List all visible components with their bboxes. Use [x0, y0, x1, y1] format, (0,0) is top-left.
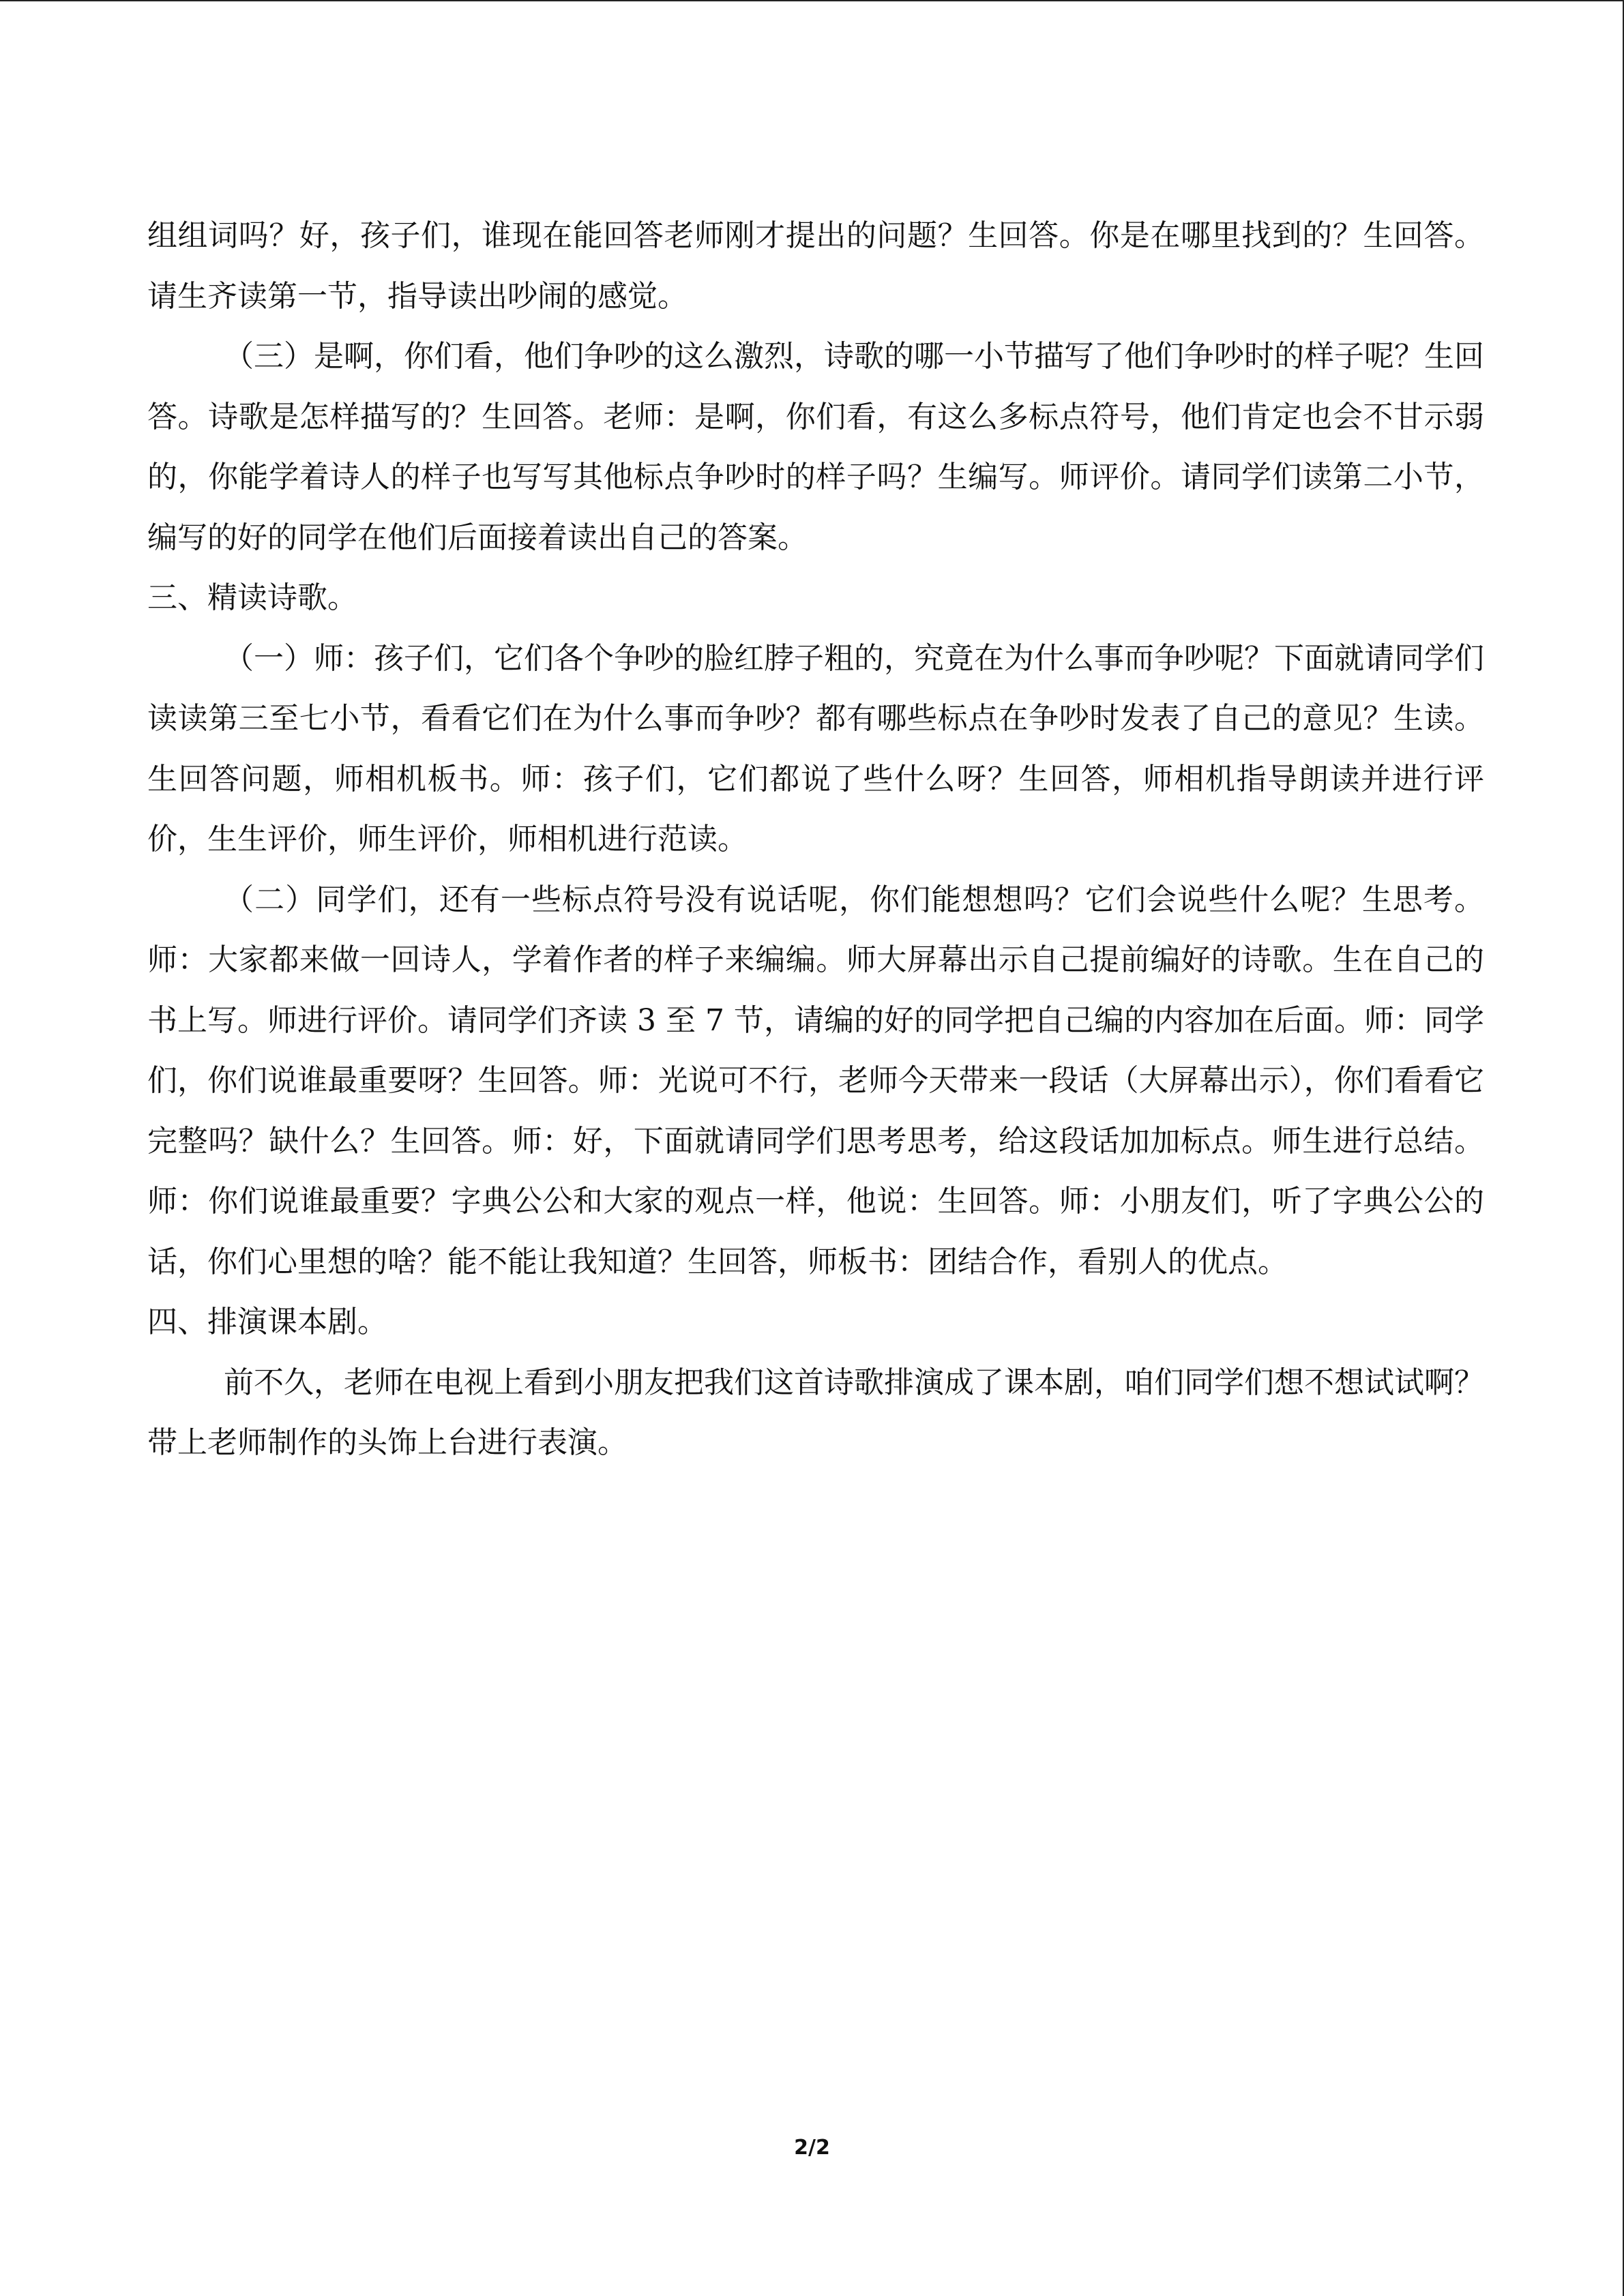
page-number: 2/2 [794, 2136, 830, 2160]
section-heading-4: 四、排演课本剧。 [147, 1304, 387, 1339]
paragraph-2: （三）是啊，你们看，他们争吵的这么激烈，诗歌的哪一小节描写了他们争吵时的样子呢？生回答。诗歌是怎样描写的？生回答。老师：是啊，你们看，有这么多标点符号，他们肯定也会不甘示弱的，你能学着诗人的样子也写写其他标点争吵时的样子吗？生编写。师评价。请同学们读第二小节，编写的好的同学在他们后面接着读出自己的答案。 [147, 339, 1484, 555]
paragraph-4: （一）师：孩子们，它们各个争吵的脸红脖子粗的，究竟在为什么事而争吵呢？下面就请同学们读读第三至七小节，看看它们在为什么事而争吵？都有哪些标点在争吵时发表了自己的意见？生读。生回答问题，师相机板书。师：孩子们，它们都说了些什么呀？生回答，师相机指导朗读并进行评价，生生评价，师生评价，师相机进行范读。 [147, 640, 1484, 856]
paragraph-1: 组组词吗？好，孩子们，谁现在能回答老师刚才提出的问题？生回答。你是在哪里找到的？生回答。请生齐读第一节，指导读出吵闹的感觉。 [147, 218, 1484, 314]
paragraph-5: （二）同学们，还有一些标点符号没有说话呢，你们能想想吗？它们会说些什么呢？生思考。师：大家都来做一回诗人，学着作者的样子来编编。师大屏幕出示自己提前编好的诗歌。生在自己的书上写。师进行评价。请同学们齐读 3 至 7 节，请编的好的同学把自己编的内容加在后面。师：同学们，你们说谁最重要呀？生回答。师：光说可不行，老师今天带来一段话（大屏幕出示），你们看看它完整吗？缺什么？生回答。师：好，下面就请同学们思考思考，给这段话加加标点。师生进行总结。师：你们说谁最重要？字典公公和大家的观点一样，他说：生回答。师：小朋友们，听了字典公公的话，你们心里想的啥？能不能让我知道？生回答，师板书：团结合作，看别人的优点。 [147, 882, 1484, 1279]
document-body [147, 206, 1484, 1474]
paragraph-7: 前不久，老师在电视上看到小朋友把我们这首诗歌排演成了课本剧，咱们同学们想不想试试啊？带上老师制作的头饰上台进行表演。 [147, 1365, 1484, 1460]
section-heading-3: 三、精读诗歌。 [147, 580, 357, 615]
